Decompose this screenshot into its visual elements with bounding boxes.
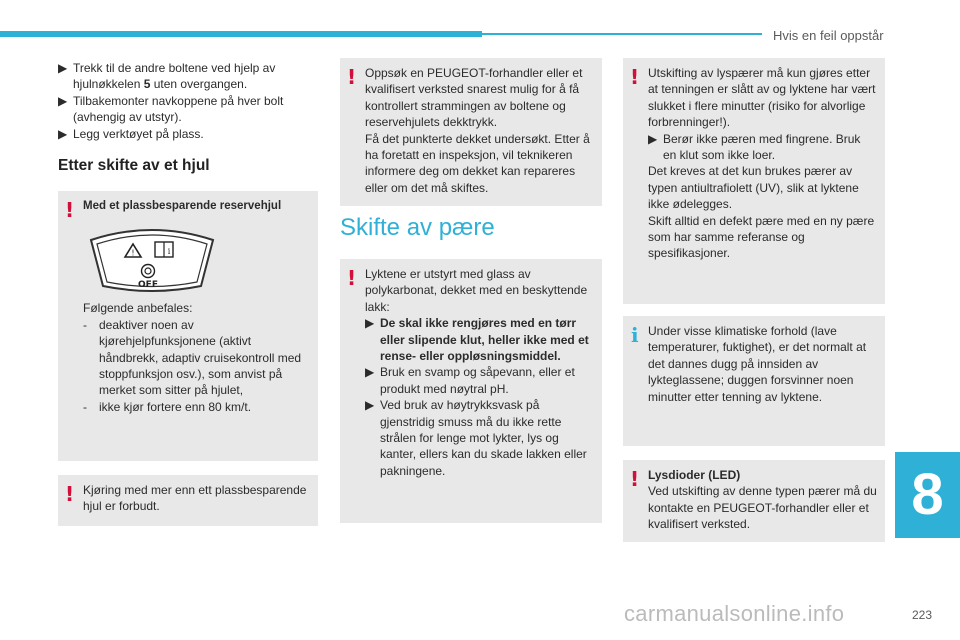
- warning-icon: !: [630, 467, 640, 491]
- box-text: Under visse klimatiske forhold (lave temperaturer, fuktighet), er det normalt at det dannes dugg på innsiden av lykteglassene; duggen forsvinner noen minutter etter tenning av lyktene.: [648, 324, 867, 404]
- box-paragraph: Utskifting av lyspærer må kun gjøres etter at tenningen er slått av og lyktene har vært slukket i flere minutter (risiko for alvorlige forbrenninger!).: [648, 66, 876, 130]
- svg-text:i: i: [167, 247, 171, 257]
- box-paragraph: Oppsøk en PEUGEOT-forhandler eller et kvalifisert verksted snarest mulig for å få kontrollert strammingen av boltene og reservehjulets dekktrykk.: [365, 66, 583, 130]
- list-item: [365, 315, 594, 364]
- warning-box-polycarbonate: [340, 259, 602, 523]
- arrow-bullet-icon: ▶: [58, 93, 68, 108]
- svg-text:!: !: [131, 248, 135, 258]
- list-item: [83, 399, 310, 415]
- chapter-tab: 8: [895, 452, 960, 538]
- box-paragraph: Få det punkterte dekket undersøkt. Etter å ha foretatt en inspeksjon, vil teknikeren informere deg om dekket kan repareres eller om det må skiftes.: [365, 131, 590, 195]
- box-title: Lysdioder (LED): [648, 468, 741, 482]
- warning-box-dealer-check: [340, 58, 602, 206]
- header-accent-bar: [0, 31, 482, 37]
- dashboard-warning-illustration: [87, 226, 217, 292]
- warning-icon: !: [347, 65, 357, 89]
- list-item-text: De skal ikke rengjøres med en tørr eller slipende klut, heller ikke med et rense- eller oppløsningsmiddel.: [380, 316, 589, 364]
- list-item-text: Bruk en svamp og såpevann, eller et produkt med nøytral pH.: [380, 365, 575, 396]
- warning-box-forbidden: [58, 475, 318, 526]
- text-segment-bold: 5: [143, 77, 151, 92]
- box-text: Kjøring med mer enn ett plassbesparende hjul er forbudt.: [83, 483, 307, 514]
- list-item: [58, 126, 320, 142]
- list-item: [648, 131, 877, 164]
- info-icon: i: [631, 323, 639, 347]
- arrow-bullet-icon: ▶: [365, 365, 375, 380]
- box-paragraph: Lyktene er utstyrt med glass av polykarbonat, dekket med en beskyttende lakk:: [365, 267, 588, 314]
- page-header-title: Hvis en feil oppstår: [773, 28, 884, 43]
- list-item-text: Legg verktøyet på plass.: [73, 126, 204, 141]
- arrow-bullet-icon: ▶: [365, 398, 375, 413]
- section-title-after-wheel-change: Etter skifte av et hjul: [58, 157, 210, 174]
- arrow-bullet-icon: ▶: [58, 61, 68, 75]
- dash-bullet-icon: -: [83, 317, 87, 332]
- bulb-handling-list: [648, 131, 877, 164]
- list-item-text: ikke kjør fortere enn 80 km/t.: [99, 399, 252, 414]
- list-item: [58, 60, 320, 93]
- list-item-text: [73, 60, 320, 93]
- list-item-text: Berør ikke pæren med fingrene. Bruk en klut som ikke loer.: [663, 131, 861, 163]
- warning-icon: !: [630, 65, 640, 89]
- text-segment: Trekk til de andre boltene ved hjelp av hjulnøkkelen: [73, 61, 276, 92]
- list-item-text: Tilbakemonter navkoppene på hver bolt (avhengig av utstyr).: [73, 93, 284, 125]
- list-item: [83, 317, 310, 399]
- text-segment: uten overgangen.: [150, 77, 248, 92]
- cleaning-list: [365, 315, 594, 479]
- watermark: carmanualsonline.info: [624, 601, 845, 626]
- steps-list: [58, 60, 320, 142]
- section-title-bulb-change: Skifte av pære: [340, 214, 495, 241]
- list-item: [58, 93, 320, 126]
- column-1: [58, 60, 320, 142]
- box-paragraph: Skift alltid en defekt pære med en ny pære som har samme referanse og spesifikasjoner.: [648, 213, 875, 261]
- warning-icon: !: [65, 482, 75, 506]
- box-title: Med et plassbesparende reservehjul: [83, 200, 282, 212]
- warning-box-led: [623, 460, 885, 542]
- list-item-text: Ved bruk av høytrykksvask på gjenstridig smuss må du ikke rette strålen for lenge mot lykter, lys og kanter, ellers kan du skade lakken eller pakningene.: [380, 398, 587, 478]
- warning-icon: !: [347, 266, 357, 290]
- list-item: [365, 364, 594, 397]
- arrow-bullet-icon: ▶: [365, 316, 375, 331]
- box-text: Ved utskifting av denne typen pærer må du kontakte en PEUGEOT-forhandler eller et kvalifisert verksted.: [648, 484, 877, 532]
- dash-bullet-icon: -: [83, 399, 87, 414]
- recommendations-intro: Følgende anbefales:: [83, 301, 193, 316]
- header-accent-line: [482, 33, 762, 35]
- recommendations-list: [83, 317, 310, 415]
- list-item-text: deaktiver noen av kjørehjelpfunksjonene (aktivt håndbrekk, adaptiv cruisekontroll med stoppfunksjon osv.), som anvist på merket som sitter på hjulet,: [99, 317, 302, 398]
- warning-box-spacesaver: [58, 191, 318, 461]
- box-paragraph: Det kreves at det kun brukes pærer av typen antiultrafiolett (UV), slik at lyktene ikke ødelegges.: [648, 164, 859, 212]
- dashboard-off-label: OFF: [138, 280, 158, 291]
- warning-box-bulb-replacement: [623, 58, 885, 304]
- info-box-condensation: [623, 316, 885, 446]
- arrow-bullet-icon: ▶: [648, 131, 658, 146]
- arrow-bullet-icon: ▶: [58, 126, 68, 141]
- warning-icon: !: [65, 198, 75, 222]
- page-number: 223: [912, 608, 933, 622]
- list-item: [365, 397, 594, 479]
